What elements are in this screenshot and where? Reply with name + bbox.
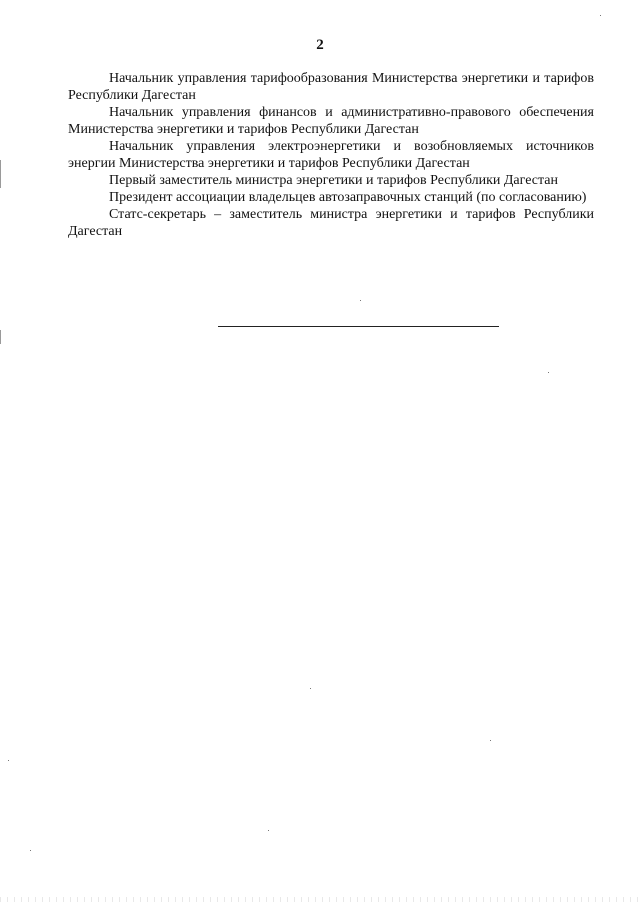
list-item: Первый заместитель министра энергетики и тарифов Республики Дагестан [109, 173, 558, 188]
list-item: Начальник управления тарифообразования Министерства энергетики и тарифов Республики Дагестан [68, 71, 594, 103]
scan-speck [490, 740, 491, 741]
separator-line [218, 326, 499, 327]
list-item: Статс-секретарь – заместитель министра энергетики и тарифов Республики Дагестан [68, 207, 594, 239]
scan-edge-mark [0, 160, 1, 188]
list-item: Начальник управления финансов и административно-правового обеспечения Министерства энергетики и тарифов Республики Дагестан [68, 105, 594, 137]
scan-speck [600, 15, 601, 16]
scan-noise [0, 897, 640, 902]
scan-speck [548, 372, 549, 373]
scan-speck [360, 300, 361, 301]
scan-edge-mark [0, 330, 1, 344]
scan-speck [268, 830, 269, 831]
scan-speck [30, 850, 31, 851]
scan-speck [310, 688, 311, 689]
member-list [68, 70, 594, 240]
scan-speck [8, 760, 9, 761]
page-number: 2 [316, 37, 324, 53]
list-item: Начальник управления электроэнергетики и возобновляемых источников энергии Министерства энергетики и тарифов Республики Дагестан [68, 139, 594, 171]
list-item: Президент ассоциации владельцев автозаправочных станций (по согласованию) [109, 190, 587, 205]
